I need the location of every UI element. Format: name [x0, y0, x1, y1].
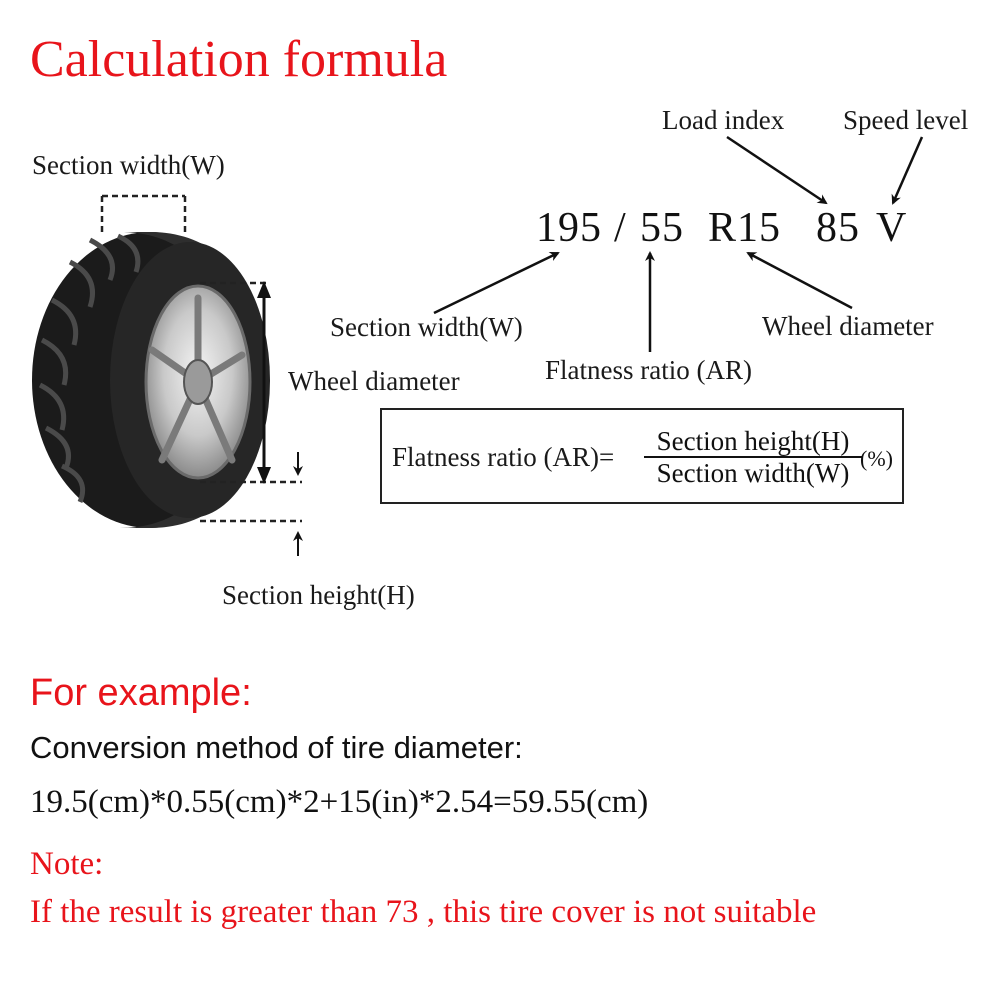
- formula-unit: (%): [860, 446, 893, 471]
- code-wheel-diameter-label: Wheel diameter: [762, 311, 934, 341]
- formula-fraction: [644, 426, 862, 488]
- section-height-label: Section height(H): [222, 580, 415, 610]
- code-slash: /: [614, 205, 627, 251]
- code-speed: V: [876, 205, 908, 251]
- tire-image: [32, 232, 270, 528]
- note-prefix: If the result is greater than: [30, 894, 386, 930]
- section-width-bracket: [102, 196, 185, 234]
- load-index-label: Load index: [662, 105, 785, 135]
- speed-level-label: Speed level: [843, 105, 969, 135]
- code-rim: R15: [708, 205, 782, 251]
- code-flatness-ratio-label: Flatness ratio (AR): [545, 355, 752, 385]
- code-section-width-label: Section width(W): [330, 312, 523, 342]
- speed-level-arrow: [893, 137, 922, 203]
- note-heading: Note:: [30, 846, 104, 882]
- section-width-arrow: [434, 253, 558, 313]
- example-heading: For example:: [30, 672, 252, 714]
- code-aspect: 55: [640, 205, 684, 251]
- note-suffix: , this tire cover is not suitable: [418, 894, 817, 930]
- formula-denominator: Section width(W): [656, 458, 850, 488]
- page-title: Calculation formula: [30, 31, 448, 88]
- wheel-diameter-code-arrow: [748, 253, 852, 308]
- formula-lhs: Flatness ratio (AR)=: [392, 442, 615, 472]
- section-width-label: Section width(W): [32, 150, 225, 180]
- conversion-equation: 19.5(cm)*0.55(cm)*2+15(in)*2.54=59.55(cm): [30, 784, 649, 820]
- load-index-arrow: [727, 137, 826, 203]
- wheel-diameter-label: Wheel diameter: [288, 366, 460, 396]
- formula-numerator: Section height(H): [644, 426, 862, 458]
- note-text: [30, 894, 816, 931]
- code-load: 85: [816, 205, 860, 251]
- code-width: 195: [536, 205, 602, 251]
- note-threshold: 73: [385, 894, 419, 930]
- conversion-method-text: Conversion method of tire diameter:: [30, 730, 523, 765]
